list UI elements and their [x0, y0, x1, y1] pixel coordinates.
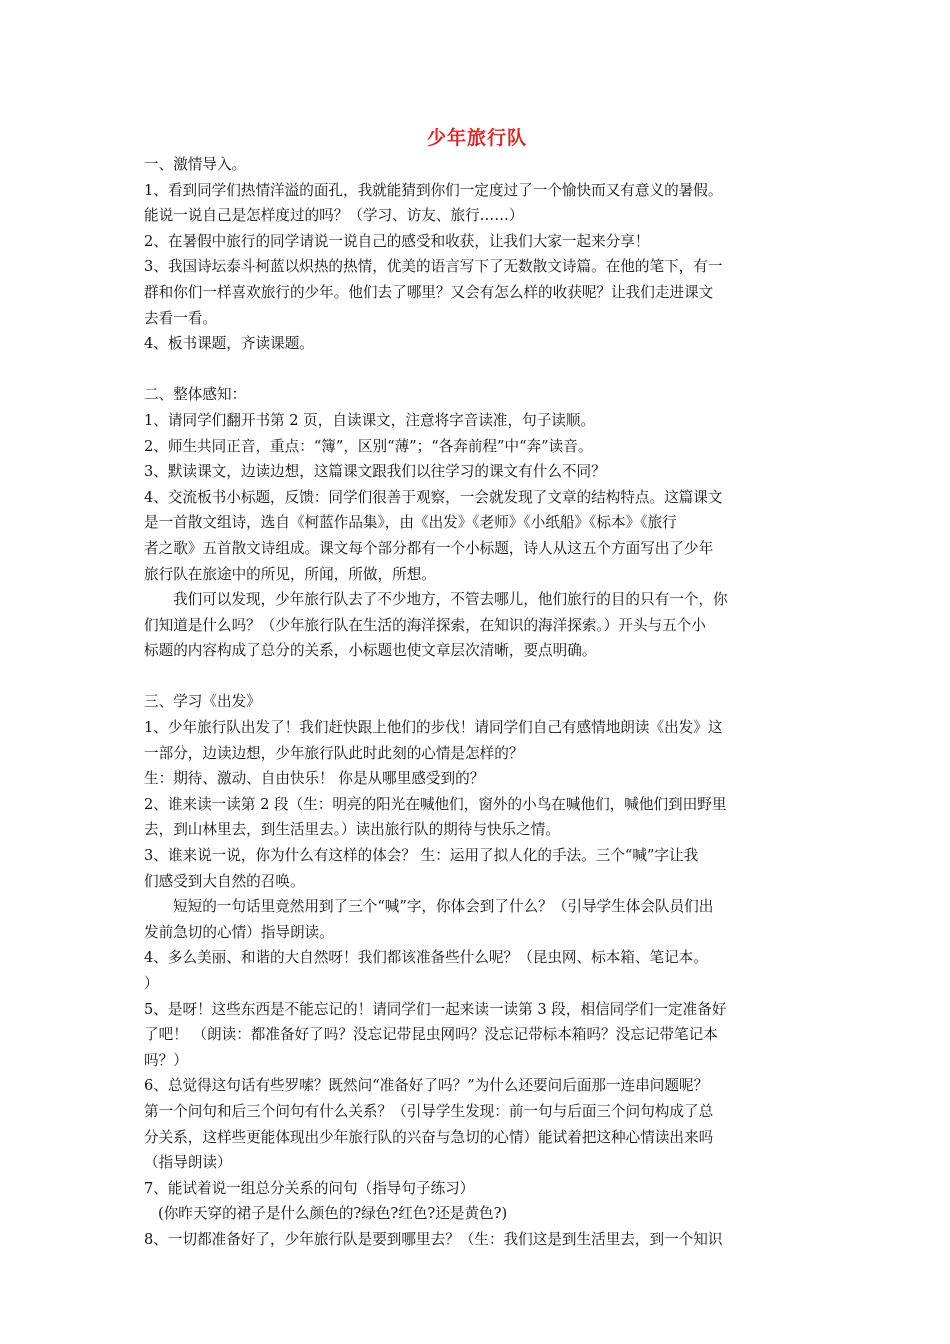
text-line: 去，到山林里去，到生活里去。）读出旅行队的期待与快乐之情。	[144, 821, 560, 839]
text-line: 分关系，这样些更能体现出少年旅行队的兴奋与急切的心情）能试着把这种心情读出来吗	[144, 1128, 714, 1146]
document-page	[144, 124, 810, 1253]
text-line: 能说一说自己是怎样度过的吗？（学习、访友、旅行……）	[144, 207, 524, 225]
text-line: 8、一切都准备好了，少年旅行队是要到哪里去？（生：我们这是到生活里去，到一个知识	[144, 1230, 723, 1248]
text-line: 2、在暑假中旅行的同学请说一说自己的感受和收获，让我们大家一起来分享！	[144, 232, 650, 250]
text-line: 6、总觉得这句话有些罗嗦？既然问“准备好了吗？”为什么还要问后面那一连串问题呢？	[144, 1077, 709, 1095]
text-line: 去看一看。	[144, 309, 217, 327]
text-line: 旅行队在旅途中的所见，所闻，所做，所想。	[144, 565, 436, 583]
text-line: 2、师生共同正音，重点：“簿”，区别“薄”；“各奔前程”中“奔”读音。	[144, 437, 593, 455]
text-line: 短短的一句话里竟然用到了三个“喊”字，你体会到了什么？（引导学生体会队员们出	[173, 898, 714, 916]
document-title: 少年旅行队	[426, 127, 527, 149]
text-line: （指导朗读）	[144, 1154, 232, 1172]
text-line: 7、能试着说一组总分关系的问句（指导句子练习）	[144, 1179, 475, 1197]
blank-line	[144, 664, 810, 690]
text-line: 一、激情导入。	[144, 156, 247, 173]
text-line: 3、我国诗坛泰斗柯蓝以炽热的热情，优美的语言写下了无数散文诗篇。在他的笔下，有一	[144, 258, 723, 276]
text-line: 吗？）	[144, 1051, 188, 1069]
text-line: 1、请同学们翻开书第 2 页，自读课文，注意将字音读准，句子读顺。	[144, 411, 596, 429]
text-line: 群和你们一样喜欢旅行的少年。他们去了哪里？又会有怎么样的收获呢？让我们走进课文	[144, 283, 714, 301]
text-line: (你昨天穿的裙子是什么颜色的?绿色?红色?还是黄色?)	[158, 1205, 508, 1223]
text-line: 了吧！ （朗读：都准备好了吗？没忘记带昆虫网吗？没忘记带标本箱吗？没忘记带笔记本	[144, 1026, 718, 1044]
text-line: 生：期待、激动、自由快乐！ 你是从哪里感受到的？	[144, 770, 485, 788]
text-line: 5、是呀！这些东西是不能忘记的！请同学们一起来读一读第 3 段，相信同学们一定准备好	[144, 1000, 727, 1018]
text-line: 三、学习《出发》	[144, 693, 261, 711]
text-line: 们感受到大自然的召唤。	[144, 872, 305, 890]
text-line: 4、多么美丽、和谐的大自然呀！我们都该准备些什么呢？（昆虫网、标本箱、笔记本。	[144, 949, 708, 967]
text-line: 4、交流板书小标题，反馈：同学们很善于观察，一会就发现了文章的结构特点。这篇课文	[144, 488, 723, 506]
text-line: 1、看到同学们热情洋溢的面孔，我就能猜到你们一定度过了一个愉快而又有意义的暑假。	[144, 181, 723, 199]
text-line: 1、少年旅行队出发了！我们赶快跟上他们的步伐！请同学们自己有感情地朗读《出发》这	[144, 719, 723, 737]
text-line: 标题的内容构成了总分的关系，小标题也使文章层次清晰，要点明确。	[144, 642, 597, 660]
text-line: 是一首散文组诗，选自《柯蓝作品集》，由《出发》《老师》《小纸船》《标本》《旅行	[144, 514, 677, 532]
text-line: 我们可以发现，少年旅行队去了不少地方，不管去哪儿，他们旅行的目的只有一个，你	[173, 591, 728, 609]
blank-line	[144, 357, 810, 383]
text-line: 们知道是什么吗？（少年旅行队在生活的海洋探索，在知识的海洋探索。）开头与五个小	[144, 616, 706, 634]
text-line: 3、谁来说一说，你为什么有这样的体会？ 生：运用了拟人化的手法。三个“喊”字让我	[144, 847, 699, 865]
text-line: 二、整体感知：	[144, 386, 247, 404]
document-body	[144, 152, 810, 1253]
text-line: 2、谁来读一读第 2 段（生：明亮的阳光在喊他们，窗外的小鸟在喊他们，喊他们到田野里	[144, 795, 727, 813]
text-line: ）	[144, 975, 159, 992]
text-line: 第一个问句和后三个问句有什么关系？（引导学生发现：前一句与后面三个问句构成了总	[144, 1102, 714, 1120]
text-line: 者之歌》五首散文诗组成。课文每个部分都有一个小标题，诗人从这五个方面写出了少年	[144, 539, 714, 557]
text-line: 3、默读课文，边读边想，这篇课文跟我们以往学习的课文有什么不同？	[144, 463, 606, 481]
text-line: 发前急切的心情）指导朗读。	[144, 923, 334, 941]
text-line: 一部分，边读边想，少年旅行队此时此刻的心情是怎样的？	[144, 744, 524, 762]
text-line: 4、板书课题，齐读课题。	[144, 335, 314, 353]
